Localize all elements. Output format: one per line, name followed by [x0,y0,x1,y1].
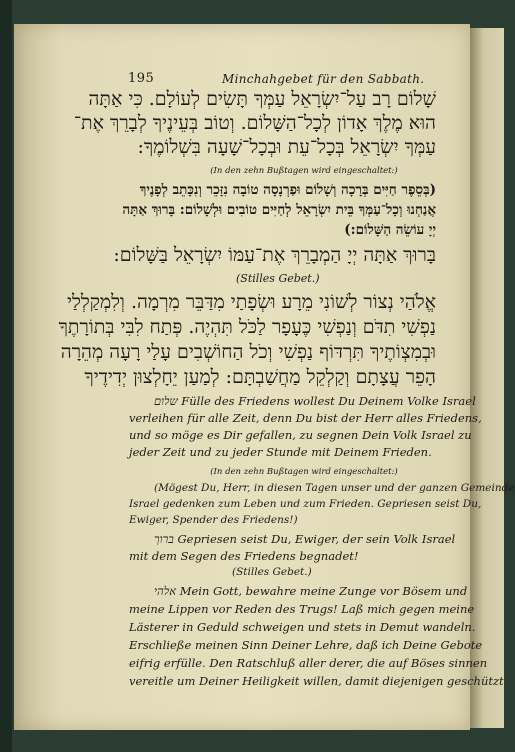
german-line: שלום Fülle des Friedens wollest Du Deinem Volke Israel [154,394,476,408]
german-line: Erschließe meinen Sinn Deiner Lehre, daß ich Deine Gebote [129,638,483,652]
running-title: Minchahgebet für den Sabbath. [222,72,425,86]
book-page [14,24,515,730]
hebrew-line: וּבְמִצְוֹתֶיךָ תִּרְדּוֹף נַפְשִׁי וְכֹל הַחוֹשְׁבִים עָלַי רָעָה מְהֵרָה [60,341,436,363]
german-line: vereitle um Deiner Heiligkeit willen, damit diejenigen geschützt [129,674,504,688]
hebrew-line: עַמְּךָ יִשְׂרָאֵל בְּכָל־עֵת וּבְכָל־שָׁעָה בִּשְׁלוֹמֶךָ: [137,136,436,158]
german-line: und so möge es Dir gefallen, zu segnen Dein Volk Israel zu [129,428,472,442]
hebrew-line: (בְּסֵפֶר חַיִּים בְּרָכָה וְשָׁלוֹם וּפַרְנָסָה טוֹבָה נִזָּכֵר וְנִכָּתֵב לְפָנֶיךָ [139,182,436,198]
hebrew-line: נַפְשִׁי תִדֹּם וְנַפְשִׁי כֶּעָפָר לַכֹּל תִּהְיֶה. פְּתַח לִבִּי בְּתוֹרָתֶךָ [58,316,436,338]
hebrew-line: שָׁלוֹם רָב עַל־יִשְׂרָאֵל עַמְּךָ תָּשִׂים לְעוֹלָם. כִּי אַתָּה [88,88,436,110]
background-edge [0,0,12,752]
insertion-note: (In den zehn Bußtagen wird eingeschaltet:) [210,166,398,176]
hebrew-blessing: בָּרוּךְ אַתָּה יְיָ הַמְבָרֵךְ אֶת־עַמּוֹ יִשְׂרָאֵל בַּשָּׁלוֹם: [113,244,436,266]
german-line: verleihen für alle Zeit, denn Du bist der Herr alles Friedens, [129,411,482,425]
page-number: 195 [128,71,155,86]
german-line: Ewiger, Spender des Friedens!) [129,514,298,526]
silent-prayer-label: (Stilles Gebet.) [232,566,312,578]
silent-prayer-label: (Stilles Gebet.) [236,272,320,285]
german-line: (Mögest Du, Herr, in diesen Tagen unser und der ganzen Gemeinde [154,482,515,494]
german-line: אלהי Mein Gott, bewahre meine Zunge vor Bösem und [154,584,468,598]
german-line: mit dem Segen des Friedens begnadet! [129,549,359,563]
hebrew-line: אֲנַחְנוּ וְכָל־עַמְּךָ בֵּית יִשְׂרָאֵל לְחַיִּים טוֹבִים וּלְשָׁלוֹם: בָּרוּךְ אַתָּה [122,202,436,218]
german-line: jeder Zeit und zu jeder Stunde mit Deinem Frieden. [129,445,432,459]
german-line: eifrig erfülle. Den Ratschluß aller derer, die auf Böses sinnen [129,656,488,670]
hebrew-line: יְיָ עוֹשֵׂה הַשָּׁלוֹם:) [344,222,436,238]
german-line: meine Lippen vor Reden des Trugs! Laß mich gegen meine [129,602,475,616]
hebrew-line: אֱלֹהַי נְצוֹר לְשׁוֹנִי מֵרָע וּשְׂפָתַי מִדַּבֵּר מִרְמָה. וְלִמְקַלְלַי [66,291,436,313]
hebrew-line: הוּא מֶלֶךְ אָדוֹן לְכָל־הַשָּׁלוֹם. וְטוֹב בְּעֵינֶיךָ לְבָרֵךְ אֶת־ [73,112,436,134]
german-line: Israel gedenken zum Leben und zum Frieden. Gepriesen seist Du, [129,498,482,510]
german-line: ברוך Gepriesen seist Du, Ewiger, der sein Volk Israel [154,532,456,546]
german-line: Lästerer in Geduld schweigen und stets in Demut wandeln. [129,620,476,634]
hebrew-line: הָפֵר עֲצָתָם וְקַלְקֵל מַחֲשַׁבְתָּם: לְמַעַן יֵחָלְצוּן יְדִידֶיךָ [84,366,436,388]
insertion-note: (In den zehn Bußtagen wird eingeschaltet:) [210,467,398,477]
